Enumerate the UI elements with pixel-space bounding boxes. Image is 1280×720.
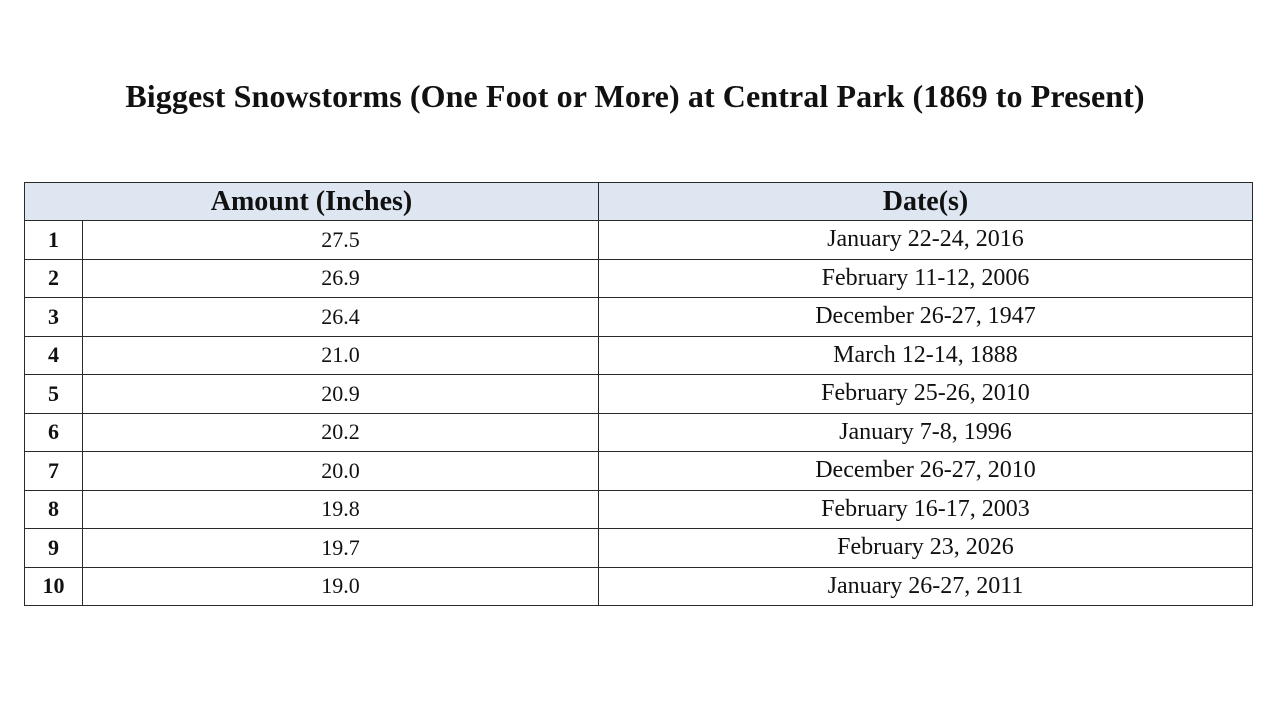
amount-cell: 27.5 (83, 221, 599, 260)
amount-cell: 20.2 (83, 413, 599, 452)
rank-cell: 2 (25, 259, 83, 298)
table-row (25, 567, 1253, 606)
date-cell: January 7-8, 1996 (599, 413, 1253, 452)
rank-cell: 8 (25, 490, 83, 529)
amount-cell: 26.9 (83, 259, 599, 298)
amount-cell: 20.9 (83, 375, 599, 414)
table-row (25, 259, 1253, 298)
date-cell: February 23, 2026 (599, 529, 1253, 568)
rank-cell: 4 (25, 336, 83, 375)
rank-cell: 10 (25, 567, 83, 606)
table-row (25, 413, 1253, 452)
amount-cell: 26.4 (83, 298, 599, 337)
rank-cell: 6 (25, 413, 83, 452)
date-cell: February 25-26, 2010 (599, 375, 1253, 414)
snowstorm-table (24, 182, 1253, 606)
table-row (25, 529, 1253, 568)
date-cell: February 11-12, 2006 (599, 259, 1253, 298)
rank-cell: 9 (25, 529, 83, 568)
page-title: Biggest Snowstorms (One Foot or More) at Central Park (1869 to Present) (125, 78, 1145, 114)
date-cell: March 12-14, 1888 (599, 336, 1253, 375)
table-row (25, 490, 1253, 529)
amount-cell: 19.7 (83, 529, 599, 568)
date-cell: December 26-27, 2010 (599, 452, 1253, 491)
table-row (25, 452, 1253, 491)
amount-cell: 19.0 (83, 567, 599, 606)
rank-cell: 5 (25, 375, 83, 414)
date-cell: January 22-24, 2016 (599, 221, 1253, 260)
amount-cell: 20.0 (83, 452, 599, 491)
rank-cell: 3 (25, 298, 83, 337)
table-row (25, 221, 1253, 260)
amount-cell: 21.0 (83, 336, 599, 375)
rank-cell: 1 (25, 221, 83, 260)
table-body (25, 221, 1253, 606)
table-row (25, 336, 1253, 375)
date-cell: December 26-27, 1947 (599, 298, 1253, 337)
header-date: Date(s) (599, 183, 1253, 221)
table-row (25, 375, 1253, 414)
date-cell: February 16-17, 2003 (599, 490, 1253, 529)
rank-cell: 7 (25, 452, 83, 491)
date-cell: January 26-27, 2011 (599, 567, 1253, 606)
header-amount: Amount (Inches) (25, 183, 599, 221)
table-row (25, 298, 1253, 337)
table-header-row (25, 183, 1253, 221)
amount-cell: 19.8 (83, 490, 599, 529)
